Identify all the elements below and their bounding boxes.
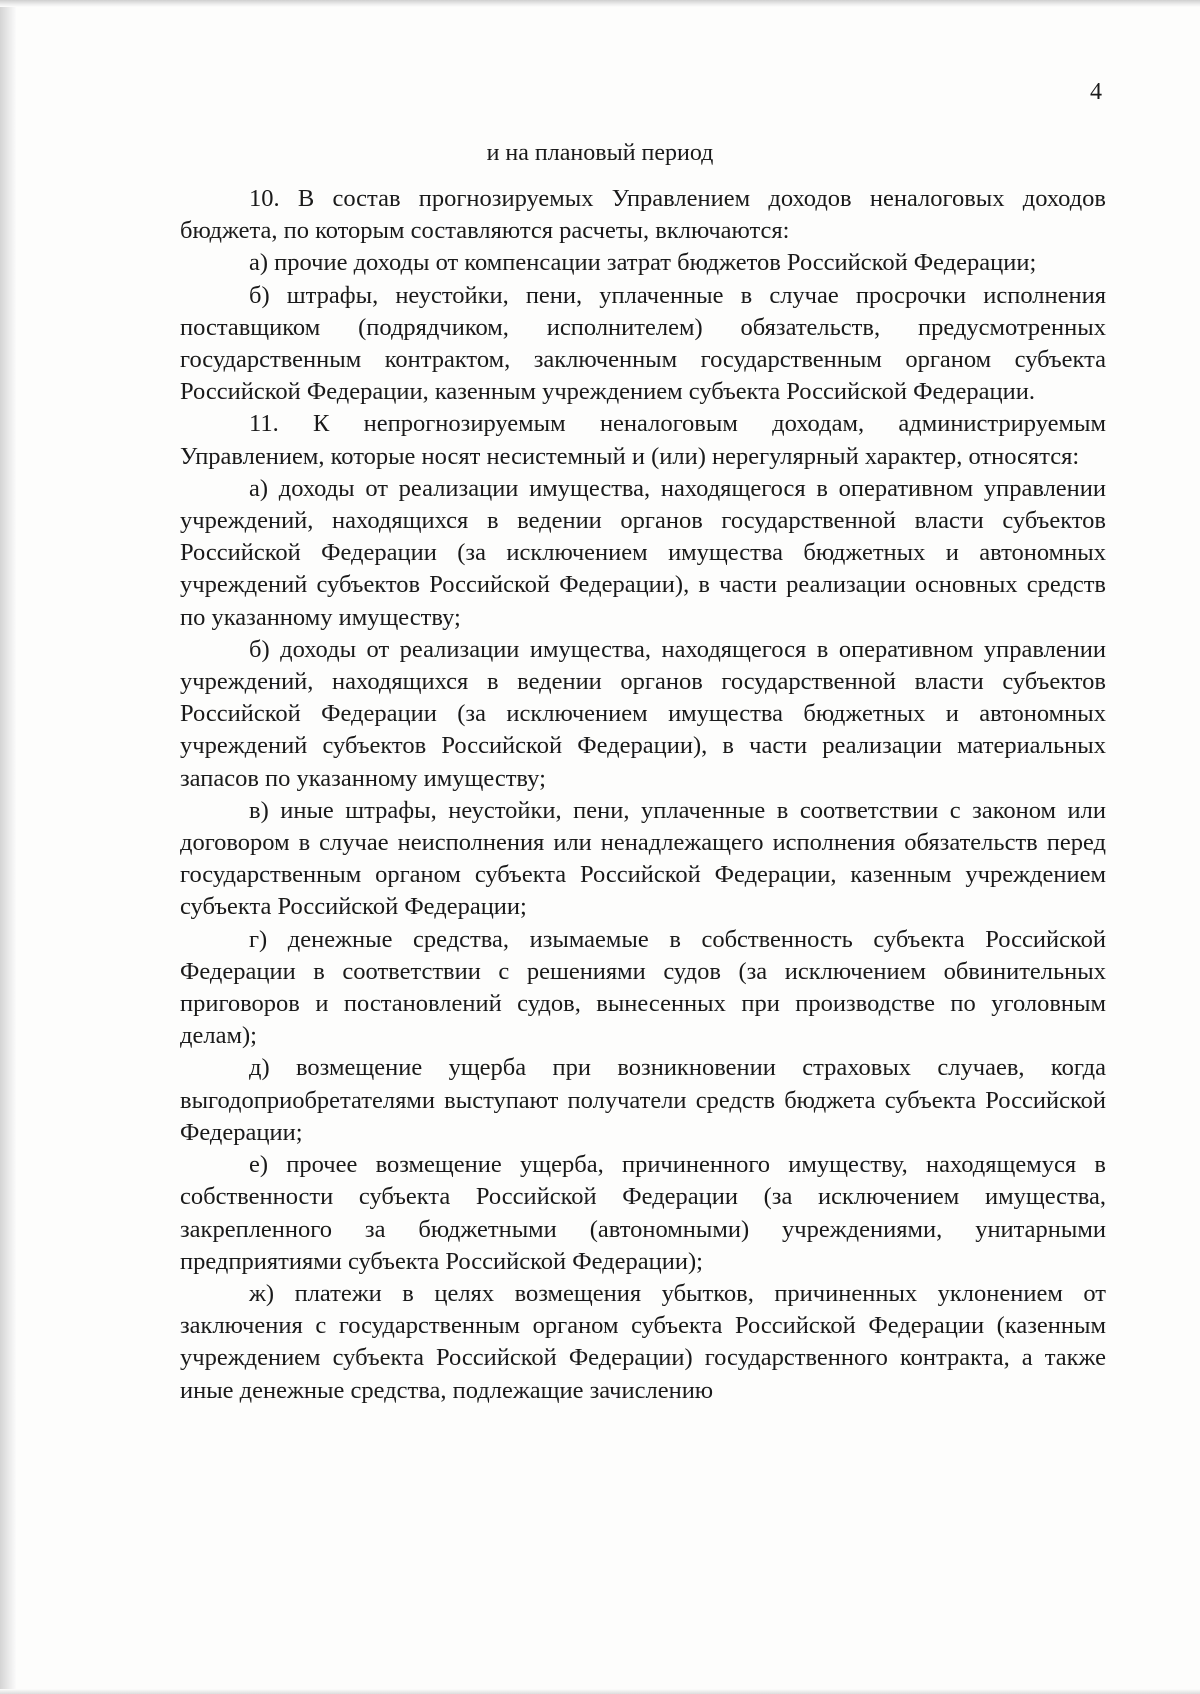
scan-shadow-top [0,0,1200,7]
paragraph-11b: б) доходы от реализации имущества, находящегося в оперативном управлении учреждений, находящихся в ведении органов государственной власти субъектов Российской Федерации (за исключением имущества бюджетных и автономных учреждений субъектов Российской Федерации), в части реализации материальных запасов по указанному имуществу; [180,635,1106,792]
section-heading: и на плановый период [486,140,714,166]
document-body [180,183,1106,1407]
paragraph-10: 10. В состав прогнозируемых Управлением доходов неналоговых доходов бюджета, по которым составляются расчеты, включаются: [180,185,1106,245]
paragraph-10a: а) прочие доходы от компенсации затрат бюджетов Российской Федерации; [249,249,1037,277]
paragraph-11g: г) денежные средства, изымаемые в собственность субъекта Российской Федерации в соответствии с решениями судов (за исключением обвинительных приговоров и постановлений судов, вынесенных при производстве по уголовным делам); [180,925,1106,1050]
paragraph-11d: д) возмещение ущерба при возникновении страховых случаев, когда выгодоприобретателями выступают получатели средств бюджета субъекта Российской Федерации; [180,1054,1106,1146]
paragraph-11e: е) прочее возмещение ущерба, причиненного имуществу, находящемуся в собственности субъекта Российской Федерации (за исключением имущества, закрепленного за бюджетными (автономными) учреждениями, унитарными предприятиями субъекта Российской Федерации); [180,1151,1106,1275]
page-number: 4 [1090,79,1102,105]
paragraph-11a: а) доходы от реализации имущества, находящегося в оперативном управлении учреждений, находящихся в ведении органов государственной власти субъектов Российской Федерации (за исключением имущества бюджетных и автономных учреждений субъектов Российской Федерации), в части реализации основных средств по указанному имуществу; [180,474,1106,631]
paragraph-11zh: ж) платежи в целях возмещения убытков, причиненных уклонением от заключения с государственным органом субъекта Российской Федерации (казенным учреждением субъекта Российской Федерации) государственного контракта, а также иные денежные средства, подлежащие зачислению [180,1279,1106,1404]
paragraph-11v: в) иные штрафы, неустойки, пени, уплаченные в соответствии с законом или договором в случае неисполнения или ненадлежащего исполнения обязательств перед государственным органом субъекта Российской Федерации, казенным учреждением субъекта Российской Федерации; [180,796,1106,921]
scan-shadow-left [0,0,16,1694]
paragraph-11: 11. К непрогнозируемым неналоговым доходам, администрируемым Управлением, которые носят несистемный и (или) нерегулярный характер, относятся: [180,410,1106,470]
paragraph-10b: б) штрафы, неустойки, пени, уплаченные в случае просрочки исполнения поставщиком (подрядчиком, исполнителем) обязательств, предусмотренных государственным контрактом, заключенным государственным органом субъекта Российской Федерации, казенным учреждением субъекта Российской Федерации. [180,281,1106,406]
scan-shadow-bottom [0,1689,1200,1694]
